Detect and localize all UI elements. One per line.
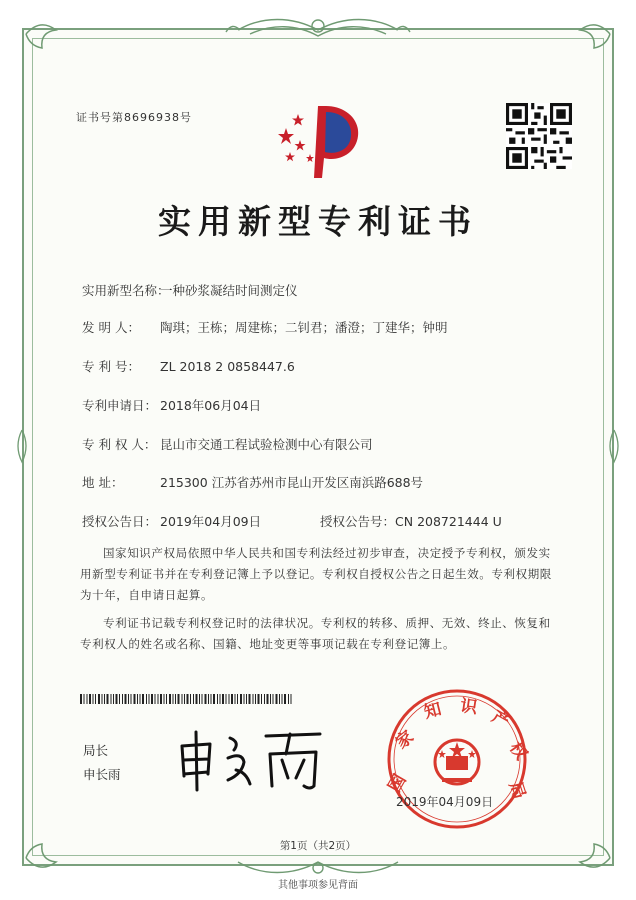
cnipa-logo-icon (272, 92, 372, 182)
barcode-bar (93, 694, 94, 704)
certificate-number: 证书号第8696938号 (76, 111, 192, 124)
barcode-bar (125, 694, 127, 704)
barcode-bar (190, 694, 191, 704)
barcode-bar (276, 694, 278, 704)
barcode-bar (122, 694, 123, 704)
announce-number-value: CN 208721444 U (395, 514, 502, 529)
barcode-bar (193, 694, 194, 704)
field-value: ZL 2018 2 0858447.6 (160, 359, 295, 374)
statement-paragraph-1: 国家知识产权局依照中华人民共和国专利法经过初步审查，决定授予专利权，颁发实用新型专利证书并在专利登记簿上予以登记。专利权自授权公告之日起生效。专利权期限为十年，自申请日起算。 (80, 546, 552, 602)
barcode-bar (253, 694, 254, 704)
barcode-bar (240, 694, 242, 704)
barcode-bar (84, 694, 85, 704)
barcode-bar (217, 694, 218, 704)
announce-date-value: 2019年04月09日 (160, 514, 262, 529)
barcode-bar (270, 694, 271, 704)
svg-text:家: 家 (392, 726, 418, 754)
field-label: 实用新型名称： (82, 283, 170, 298)
barcode-bar (146, 694, 147, 704)
barcode-bar (98, 694, 100, 704)
field-inventors (82, 318, 448, 336)
seal-date: 2019年04月09日 (396, 795, 494, 809)
barcode-bar (273, 694, 274, 704)
field-value: 2018年06月04日 (160, 398, 262, 413)
barcode-bar (102, 694, 103, 704)
page-indicator: 第1页（共2页） (279, 840, 357, 852)
qr-code-icon (506, 103, 572, 169)
barcode-bar (255, 694, 256, 704)
field-address (82, 473, 423, 491)
svg-text:国: 国 (384, 771, 411, 796)
field-label: 专 利 权 人： (82, 437, 157, 452)
barcode-bar (164, 694, 165, 704)
barcode-bar (199, 694, 200, 704)
field-patentee (82, 435, 373, 453)
director-title: 局长 (83, 743, 109, 758)
barcode-bar (175, 694, 176, 704)
field-value: 一种砂浆凝结时间测定仪 (160, 283, 298, 298)
field-label: 发 明 人： (82, 320, 140, 335)
barcode-bar (231, 694, 233, 704)
barcode-bar (137, 694, 138, 704)
barcode-bar (288, 694, 289, 704)
announce-date-label: 授权公告日： (82, 514, 158, 529)
barcode-bar (151, 694, 153, 704)
barcode-bar (184, 694, 185, 704)
svg-text:权: 权 (505, 738, 532, 764)
announce-number-label: 授权公告号： (320, 514, 396, 529)
svg-text:局: 局 (504, 779, 529, 802)
barcode-bar (131, 694, 132, 704)
barcode-bar (178, 694, 180, 704)
field-label: 专利申请日： (82, 398, 158, 413)
barcode-bar (261, 694, 262, 704)
barcode-bar (116, 694, 118, 704)
barcode-bar (235, 694, 236, 704)
barcode-bar (89, 694, 91, 704)
director-signature (170, 724, 330, 794)
barcode-bar (111, 694, 112, 704)
barcode-bar (196, 694, 198, 704)
barcode-bar (226, 694, 227, 704)
field-application-date (82, 396, 261, 414)
barcode-bar (284, 694, 286, 704)
barcode-bar (134, 694, 136, 704)
field-value: 215300 江苏省苏州市昆山开发区南浜路688号 (160, 475, 424, 490)
barcode-bar (211, 694, 212, 704)
barcode-strip (80, 694, 294, 704)
field-label: 专 利 号： (82, 359, 140, 374)
svg-text:知: 知 (422, 699, 444, 723)
barcode-bar (87, 694, 88, 704)
field-label: 地 址： (82, 475, 124, 490)
barcode-bar (282, 694, 283, 704)
barcode-bar (220, 694, 221, 704)
svg-text:识: 识 (458, 695, 479, 719)
field-utility-model-name (82, 281, 298, 299)
barcode-bar (187, 694, 189, 704)
barcode-bar (166, 694, 167, 704)
barcode-bar (173, 694, 174, 704)
barcode-bar (202, 694, 203, 704)
barcode-bar (169, 694, 171, 704)
barcode-bar (279, 694, 280, 704)
barcode-bar (155, 694, 156, 704)
footer-note: 其他事项参见背面 (278, 880, 358, 891)
barcode-bar (142, 694, 144, 704)
barcode-bar (246, 694, 247, 704)
barcode-bar (258, 694, 260, 704)
director-name: 申长雨 (83, 767, 121, 782)
barcode-bar (113, 694, 114, 704)
barcode-bar (229, 694, 230, 704)
field-value: 昆山市交通工程试验检测中心有限公司 (160, 437, 373, 452)
barcode-bar (244, 694, 245, 704)
field-value: 陶琪；王栋；周建栋；二钊君；潘澄；丁建华；钟明 (160, 320, 448, 335)
barcode-bar (95, 694, 96, 704)
barcode-bar (205, 694, 207, 704)
barcode-bar (264, 694, 265, 704)
barcode-bar (267, 694, 269, 704)
certificate-title: 实用新型专利证书 (158, 202, 478, 241)
barcode-bar (80, 694, 82, 704)
barcode-bar (222, 694, 224, 704)
barcode-bar (213, 694, 215, 704)
barcode-bar (107, 694, 109, 704)
barcode-bar (182, 694, 183, 704)
barcode-bar (104, 694, 105, 704)
svg-text:产: 产 (488, 706, 513, 733)
barcode-bar (149, 694, 150, 704)
barcode-bar (249, 694, 251, 704)
barcode-bar (158, 694, 159, 704)
barcode-bar (208, 694, 209, 704)
barcode-bar (160, 694, 162, 704)
barcode-bar (291, 694, 292, 704)
barcode-bar (128, 694, 129, 704)
field-patent-number (82, 357, 295, 375)
statement-paragraph-2: 专利证书记载专利权登记时的法律状况。专利权的转移、质押、无效、终止、恢复和专利权人的姓名或名称、国籍、地址变更等事项记载在专利登记簿上。 (80, 616, 551, 651)
barcode-bar (119, 694, 120, 704)
barcode-bar (237, 694, 238, 704)
field-announcement (82, 512, 502, 530)
barcode-bar (140, 694, 141, 704)
